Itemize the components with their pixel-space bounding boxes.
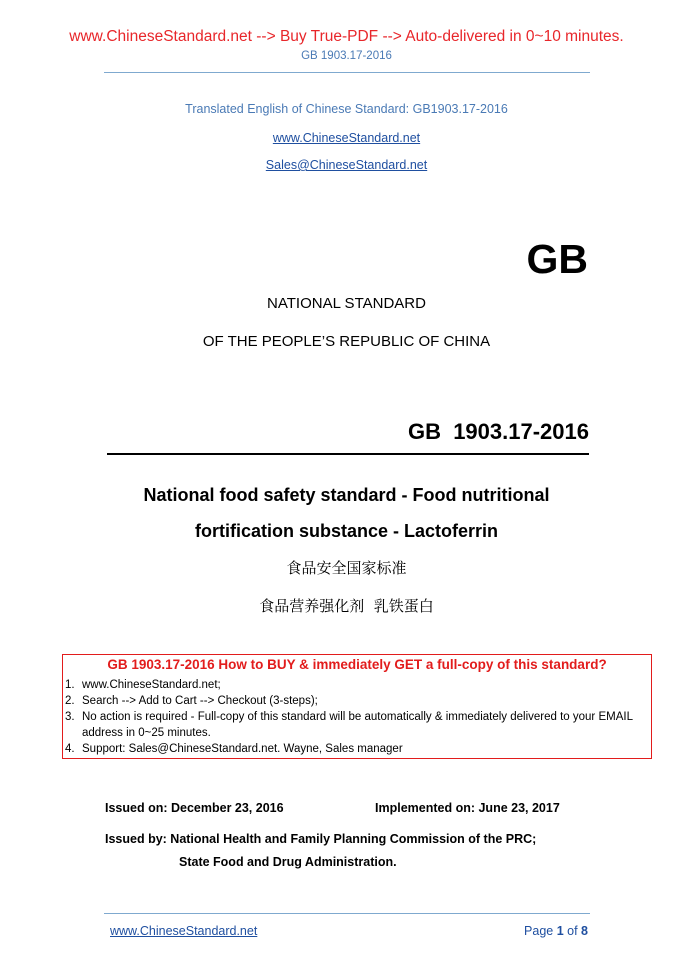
buy-step-1: [63, 677, 651, 693]
buy-step-text: No action is required - Full-copy of this standard will be automatically & immediately delivered to your EMAIL address in 0~25 minutes.: [82, 711, 633, 739]
chinese-title-line2: 食品营养强化剂 乳铁蛋白: [259, 597, 434, 615]
buy-box-heading: GB 1903.17-2016 How to BUY & immediately GET a full-copy of this standard?: [107, 657, 607, 672]
chinese-title-line1: 食品安全国家标准: [286, 559, 407, 577]
title-line1: National food safety standard - Food nutritional: [143, 485, 550, 505]
site-link[interactable]: www.ChineseStandard.net: [272, 131, 421, 145]
buy-step-3: [63, 709, 651, 741]
header-divider: [104, 72, 590, 73]
page-current: 1: [556, 924, 564, 938]
buy-step-text: www.ChineseStandard.net;: [82, 679, 221, 691]
page-number: [524, 924, 588, 938]
header-standard-code: GB 1903.17-2016: [301, 50, 392, 62]
email-link-wrapper: [0, 156, 693, 174]
buy-step-number: 1.: [65, 679, 75, 691]
title-line2: fortification substance - Lactoferrin: [194, 521, 499, 541]
buy-step-2: [63, 693, 651, 709]
issued-by-line2: State Food and Drug Administration.: [179, 855, 397, 869]
issued-on-date: Issued on: December 23, 2016: [105, 801, 284, 815]
buy-step-number: 3.: [65, 711, 75, 723]
national-standard-line1: NATIONAL STANDARD: [267, 295, 426, 312]
page-of: of: [563, 924, 582, 938]
top-banner: www.ChineseStandard.net --> Buy True-PDF --> Auto-delivered in 0~10 minutes.: [69, 28, 624, 45]
issued-by-line1: Issued by: National Health and Family Planning Commission of the PRC;: [105, 832, 537, 846]
national-standard-line2: OF THE PEOPLE’S REPUBLIC OF CHINA: [202, 333, 491, 350]
buy-step-number: 2.: [65, 695, 75, 707]
buy-step-number: 4.: [65, 743, 75, 755]
footer-divider: [104, 913, 590, 914]
standard-code: GB 1903.17-2016: [407, 419, 589, 444]
email-link[interactable]: Sales@ChineseStandard.net: [265, 158, 428, 172]
gb-mark: GB: [526, 236, 588, 282]
buy-steps-list: [63, 677, 651, 757]
buy-step-text: Support: Sales@ChineseStandard.net. Wayne, Sales manager: [82, 743, 403, 755]
buy-info-box: [62, 654, 652, 759]
footer-site-link[interactable]: www.ChineseStandard.net: [110, 924, 258, 938]
buy-step-text: Search --> Add to Cart --> Checkout (3-steps);: [82, 695, 318, 707]
buy-step-4: [63, 741, 651, 757]
implemented-on-date: Implemented on: June 23, 2017: [375, 801, 560, 815]
page-total: 8: [581, 924, 588, 938]
page-prefix: Page: [524, 924, 557, 938]
site-link-wrapper: [0, 129, 693, 147]
title-divider: [107, 453, 589, 455]
translated-note: Translated English of Chinese Standard: GB1903.17-2016: [185, 102, 508, 116]
